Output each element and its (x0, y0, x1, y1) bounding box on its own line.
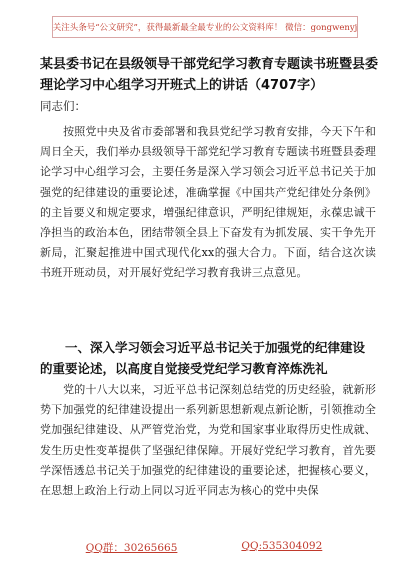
paragraph-section-1: 党的十八大以来，习近平总书记深刻总结党的历史经验，就新形势下加强党的纪律建设提出一系列新思想新观点新论断，引领推动全党加强纪律建设、从严管党治党，为党和国家事业取得历史性成就、发生历史性变革提供了坚强纪律保障。开展好党纪学习教育，首先要学深悟透总书记关于加强党的纪律建设的重要论述，把握核心要义，在思想上政治上行动上同以习近平同志为核心的党中央保 (40, 383, 376, 498)
footer-contact (0, 540, 408, 558)
footer-qq[interactable]: QQ:535304092 (241, 540, 323, 552)
document-title: 某县委书记在县级领导干部党纪学习教育专题读书班暨县委理论学习中心组学习开班式上的讲话（4707字） (40, 57, 379, 93)
header-banner: 关注头条号“公文研究”，获得最新最全最专业的公文资料库！ 微信：gongwenyj (52, 16, 358, 38)
section-heading-1: 一、深入学习领会习近平总书记关于加强党的纪律建设的重要论述，以高度自觉接受党纪学习教育淬炼洗礼 (40, 340, 366, 376)
footer-qq-group[interactable]: QQ群：30265665 (85, 542, 178, 554)
paragraph-intro: 按照党中央及省市委部署和我县党纪学习教育安排，今天下午和周日全天，我们举办县级领导干部党纪学习教育专题读书班暨县委理论学习中心组学习会，主要任务是深入学习领会习近平总书记关于加强党的纪律建设的重要论述，准确掌握《中国共产党纪律处分条例》的主旨要义和规定要求，增强纪律意识，严明纪律规矩，永葆忠诚干净担当的政治本色，团结带领全县上下奋发有为抓发展、实干争先开新局，汇聚起推进中国式现代化xx的强大合力。下面，结合这次读书班开班动员，对开展好党纪学习教育我讲三点意见。 (40, 125, 376, 280)
greeting: 同志们： (40, 99, 86, 113)
